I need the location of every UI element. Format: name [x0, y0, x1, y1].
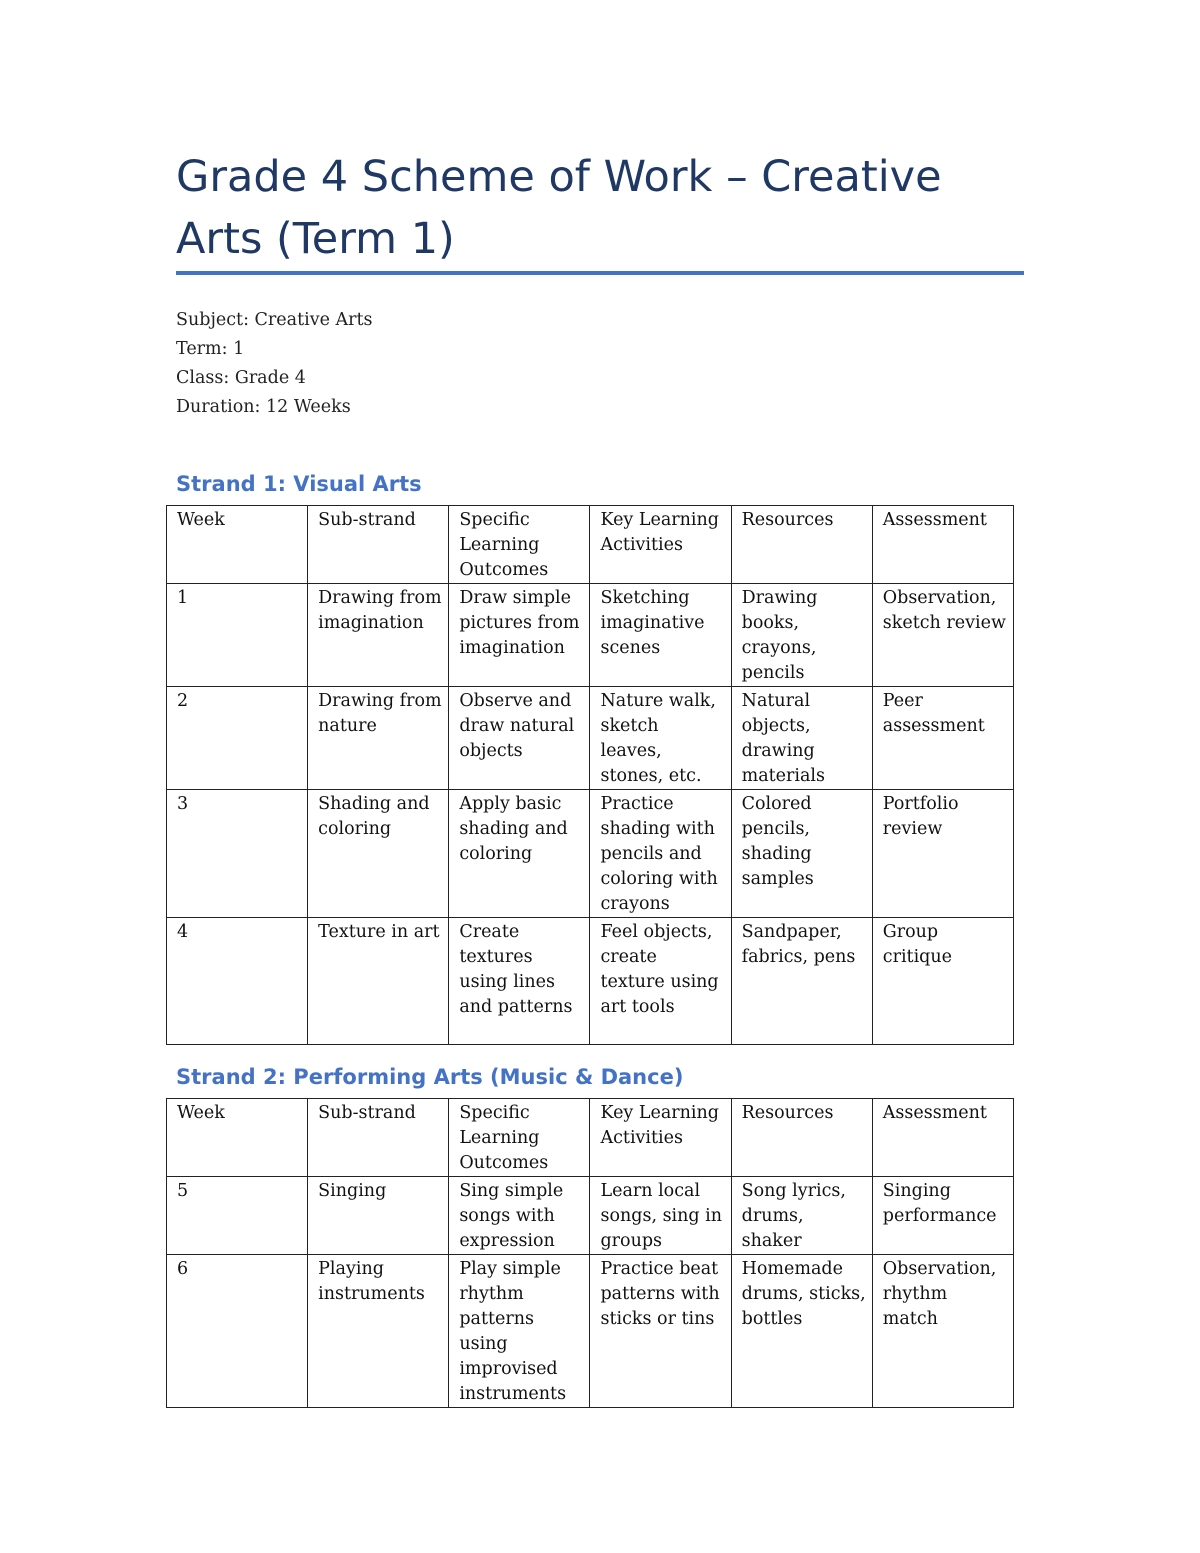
cell-activities: Practice shading with pencils and coloring with crayons	[590, 790, 731, 918]
cell-assessment: Singing performance	[872, 1177, 1013, 1255]
table-row	[167, 1177, 1014, 1255]
meta-term: Term: 1	[176, 339, 245, 359]
strand-2-table	[166, 1098, 1014, 1408]
cell-week: 2	[167, 687, 308, 790]
meta-duration: Duration: 12 Weeks	[176, 397, 351, 417]
cell-resources: Song lyrics, drums, shaker	[731, 1177, 872, 1255]
header-resources: Resources	[731, 506, 872, 584]
table-row	[167, 687, 1014, 790]
table-row	[167, 1255, 1014, 1408]
cell-week: 3	[167, 790, 308, 918]
cell-assessment: Portfolio review	[872, 790, 1013, 918]
table-row	[167, 918, 1014, 1045]
document-title: Grade 4 Scheme of Work – Creative Arts (Term 1)	[176, 152, 942, 264]
cell-activities: Feel objects, create texture using art tools	[590, 918, 731, 1045]
table-header-row	[167, 506, 1014, 584]
cell-activities: Nature walk, sketch leaves, stones, etc.	[590, 687, 731, 790]
strand-1-heading: Strand 1: Visual Arts	[176, 472, 422, 496]
cell-resources: Natural objects, drawing materials	[731, 687, 872, 790]
header-sub-strand: Sub-strand	[308, 506, 449, 584]
header-specific-learning-outcomes: Specific Learning Outcomes	[449, 1099, 590, 1177]
cell-outcomes: Observe and draw natural objects	[449, 687, 590, 790]
cell-outcomes: Play simple rhythm patterns using improvised instruments	[449, 1255, 590, 1408]
header-resources: Resources	[731, 1099, 872, 1177]
header-key-learning-activities: Key Learning Activities	[590, 1099, 731, 1177]
cell-week: 1	[167, 584, 308, 687]
strand-2-heading: Strand 2: Performing Arts (Music & Dance)	[176, 1065, 684, 1089]
title-underline	[176, 271, 1024, 275]
cell-assessment: Observation, rhythm match	[872, 1255, 1013, 1408]
cell-sub-strand: Drawing from imagination	[308, 584, 449, 687]
cell-activities: Practice beat patterns with sticks or tins	[590, 1255, 731, 1408]
header-assessment: Assessment	[872, 1099, 1013, 1177]
cell-sub-strand: Shading and coloring	[308, 790, 449, 918]
header-week: Week	[167, 506, 308, 584]
cell-sub-strand: Drawing from nature	[308, 687, 449, 790]
table-row	[167, 790, 1014, 918]
cell-sub-strand: Texture in art	[308, 918, 449, 1045]
header-specific-learning-outcomes: Specific Learning Outcomes	[449, 506, 590, 584]
header-key-learning-activities: Key Learning Activities	[590, 506, 731, 584]
cell-activities: Sketching imaginative scenes	[590, 584, 731, 687]
header-sub-strand: Sub-strand	[308, 1099, 449, 1177]
cell-resources: Sandpaper, fabrics, pens	[731, 918, 872, 1045]
cell-activities: Learn local songs, sing in groups	[590, 1177, 731, 1255]
cell-assessment: Peer assessment	[872, 687, 1013, 790]
cell-outcomes: Create textures using lines and patterns	[449, 918, 590, 1045]
cell-resources: Homemade drums, sticks, bottles	[731, 1255, 872, 1408]
cell-week: 6	[167, 1255, 308, 1408]
strand-1-table	[166, 505, 1014, 1045]
cell-sub-strand: Singing	[308, 1177, 449, 1255]
cell-resources: Drawing books, crayons, pencils	[731, 584, 872, 687]
cell-outcomes: Draw simple pictures from imagination	[449, 584, 590, 687]
cell-resources: Colored pencils, shading samples	[731, 790, 872, 918]
document-metadata	[176, 306, 373, 422]
cell-sub-strand: Playing instruments	[308, 1255, 449, 1408]
cell-assessment: Observation, sketch review	[872, 584, 1013, 687]
table-header-row	[167, 1099, 1014, 1177]
header-assessment: Assessment	[872, 506, 1013, 584]
cell-outcomes: Sing simple songs with expression	[449, 1177, 590, 1255]
meta-subject: Subject: Creative Arts	[176, 310, 373, 330]
cell-week: 5	[167, 1177, 308, 1255]
meta-class: Class: Grade 4	[176, 368, 306, 388]
cell-week: 4	[167, 918, 308, 1045]
header-week: Week	[167, 1099, 308, 1177]
table-row	[167, 584, 1014, 687]
cell-outcomes: Apply basic shading and coloring	[449, 790, 590, 918]
cell-assessment: Group critique	[872, 918, 1013, 1045]
